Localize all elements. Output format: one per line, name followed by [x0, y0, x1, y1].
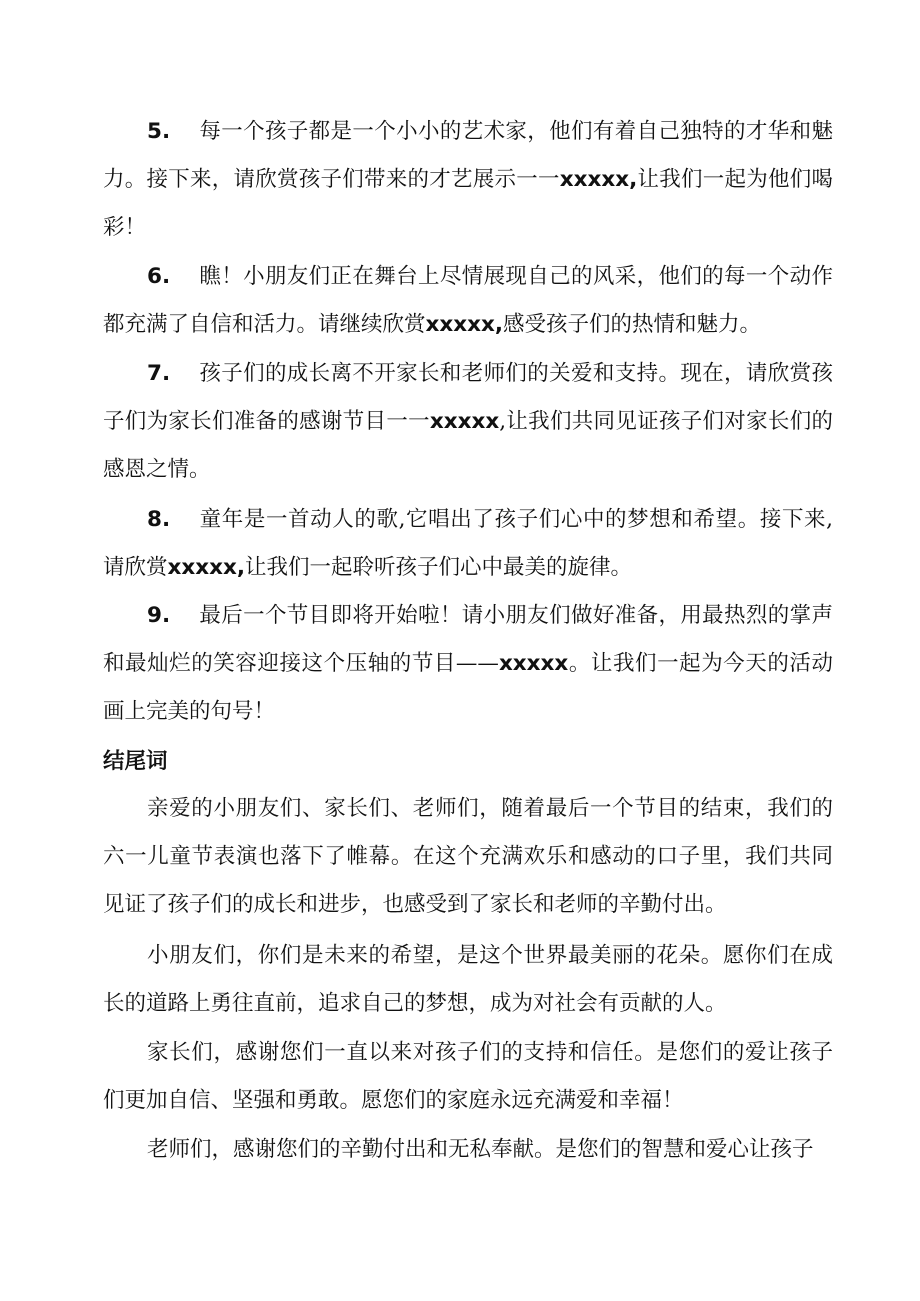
item-text-tail: 让我们一起聆听孩子们心中最美的旋律。: [245, 555, 633, 580]
closing-paragraph: 亲爱的小朋友们、家长们、老师们，随着最后一个节目的结束，我们的六一儿童节表演也落下了帷幕。在这个充满欢乐和感动的口子里，我们共同见证了孩子们的成长和进步，也感受到了家长和老师的辛勤付出。: [103, 796, 833, 917]
program-placeholder: xxxxx: [498, 651, 569, 676]
item-text: 瞧！小朋友们正在舞台上尽情展现自己的风采，他们的每一个动作都充满了自信和活力。请继续欣赏: [103, 264, 833, 337]
item-text: 每一个孩子都是一个小小的艺术家，他们有着自己独特的才华和魅力。接下来，请欣赏孩子们带来的才艺展示一一: [103, 119, 833, 192]
item-text: 童年是一首动人的歌,它唱出了孩子们心中的梦想和希望。接下来,请欣赏: [103, 507, 833, 580]
item-text-tail: 。让我们一起为今天的活动画上完美的句号！: [103, 651, 833, 724]
program-placeholder: xxxxx,: [167, 555, 246, 580]
item-text-tail: 让我们一起为他们喝彩！: [103, 167, 833, 240]
list-item-8: [103, 496, 833, 592]
closing-paragraph: 老师们，感谢您们的辛勤付出和无私奉献。是您们的智慧和爱心让孩子: [147, 1137, 814, 1162]
item-text: 孩子们的成长离不开家长和老师们的关爱和支持。现在，请欣赏孩子们为家长们准备的感谢节目一一: [103, 361, 833, 434]
list-item-7: [103, 350, 833, 494]
item-number: 7.: [147, 361, 171, 386]
item-text-tail: 感受孩子们的热情和魅力。: [503, 312, 762, 337]
item-number: 8.: [147, 507, 171, 532]
closing-paragraph: 家长们，感谢您们一直以来对孩子们的支持和信任。是您们的爱让孩子们更加自信、坚强和勇敢。愿您们的家庭永远充满爱和幸福！: [103, 1040, 833, 1113]
item-number: 5.: [147, 119, 171, 144]
list-item-6: [103, 253, 833, 349]
item-text: 最后一个节目即将开始啦！请小朋友们做好准备，用最热烈的掌声和最灿烂的笑容迎接这个压轴的节目——: [103, 603, 833, 676]
program-placeholder: xxxxx,: [559, 167, 638, 192]
program-placeholder: xxxxx,: [425, 312, 504, 337]
closing-paragraph: 小朋友们，你们是未来的希望，是这个世界最美丽的花朵。愿你们在成长的道路上勇往直前，追求自己的梦想，成为对社会有贡献的人。: [103, 943, 833, 1016]
program-placeholder: xxxxx: [429, 409, 500, 434]
list-item-5: [103, 108, 833, 252]
item-text-tail: ,让我们共同见证孩子们对家长们的感恩之情。: [103, 409, 833, 482]
item-number: 9.: [147, 603, 171, 628]
list-item-9: [103, 592, 833, 736]
closing-heading: 结尾词: [103, 749, 168, 774]
item-number: 6.: [147, 264, 171, 289]
